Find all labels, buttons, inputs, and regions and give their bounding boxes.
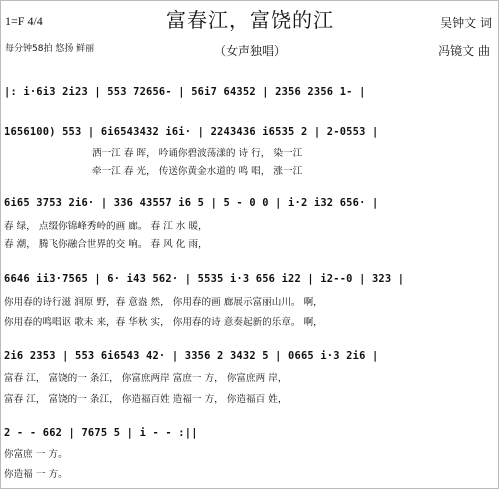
notation-line-4: 6646 ii3·7565 | 6· i43 562· | 5535 i·3 656 i22 | i2--0 | 323 | — [4, 273, 405, 285]
notation-line-2: 1656100) 553 | 6i6543432 i6i· | 2243436 i6535 2 | 2-0553 | — [4, 126, 379, 138]
lyrics-line-2-verse-2: 牵一江 春 光， 传送你黄金水道的 鸣 唱， 涨一江 — [92, 166, 303, 177]
notation-line-5: 2i6 2353 | 553 6i6543 42· | 3356 2 3432 5 | 0665 i·3 2i6 | — [4, 350, 379, 362]
lyrics-line-5-verse-2: 富春 江， 富饶的一 条江， 你造福百姓 造福一 方， 你造福百 姓， — [4, 394, 288, 405]
lyrics-line-2-verse-1: 洒一江 春 晖， 吟诵你碧波荡漾的 诗 行， 染一江 — [92, 148, 303, 159]
song-subtitle: （女声独唱） — [213, 44, 286, 58]
composer-credit: 冯镜文 曲 — [438, 44, 490, 58]
lyrics-line-3-verse-1: 春 绿， 点缀你锦峰秀岭的画 廊。 春 江 水 暖， — [4, 221, 208, 232]
lyrics-line-6-verse-2: 你造福 一 方。 — [4, 469, 68, 480]
lyricist-credit: 吴钟文 词 — [440, 16, 492, 30]
notation-line-6: 2 - - 662 | 7675 5 | i - - :|| — [4, 427, 198, 439]
lyrics-line-4-verse-1: 你用春的诗行滋 润原 野，春 意盎 然， 你用春的画 廊展示富丽山川。 啊， — [4, 297, 323, 308]
notation-line-3: 6i65 3753 2i6· | 336 43557 i6 5 | 5 - 0 0 | i·2 i32 656· | — [4, 197, 379, 209]
song-title: 富春江，富饶的江 — [166, 8, 334, 32]
lyrics-line-4-verse-2: 你用春的鸣唱讴 歌未 来，春 华秋 实， 你用春的诗 意奏起新的乐章。 啊， — [4, 317, 323, 328]
tempo-marking: 每分钟58拍 悠扬 鲜丽 — [5, 44, 95, 54]
key-signature: 1=F 4/4 — [5, 14, 43, 28]
lyrics-line-6-verse-1: 你富庶 一 方。 — [4, 449, 68, 460]
lyrics-line-3-verse-2: 春 潮， 腾飞你融合世界的交 响。 春 风 化 雨， — [4, 239, 208, 250]
lyrics-line-5-verse-1: 富春 江， 富饶的一 条江， 你富庶两岸 富庶一 方， 你富庶两 岸， — [4, 373, 288, 384]
notation-line-1: |: i·6i3 2i23 | 553 72656- | 56i7 64352 | 2356 2356 1- | — [4, 86, 366, 98]
